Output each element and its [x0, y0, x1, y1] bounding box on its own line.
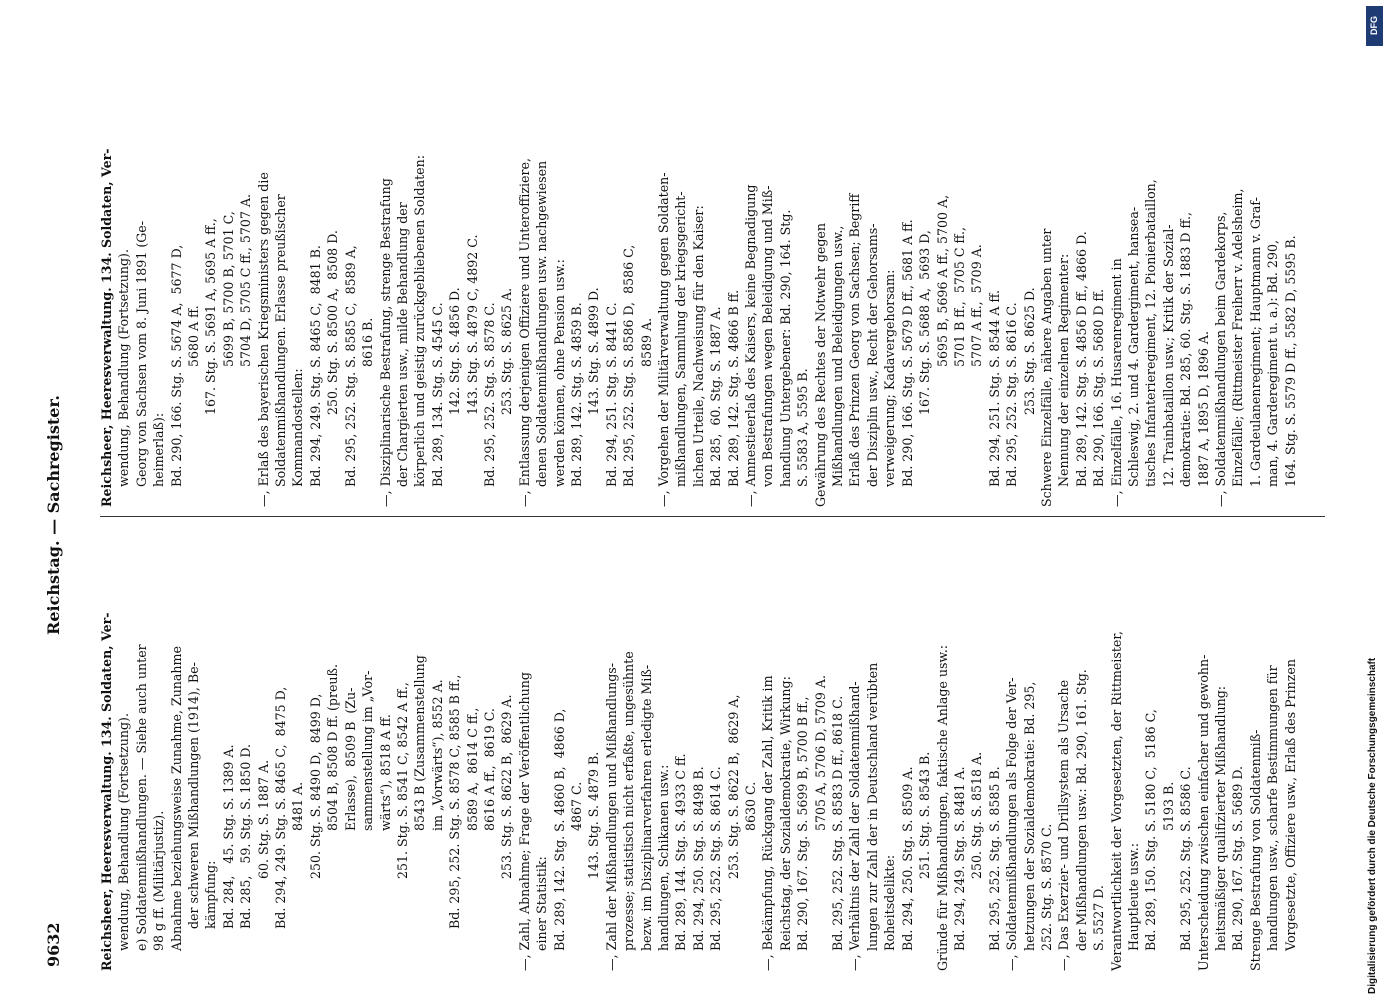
index-line: 8589 A, 8614 C ff.,	[464, 707, 480, 831]
index-line: Bd. 285, 60. Stg. S. 1887 A.	[708, 306, 724, 487]
index-line: Bd. 290, 166. Stg. S. 5679 D ff., 5681 A ff.	[899, 219, 915, 487]
index-line: Bd. 284, 45. Stg. S. 1389 A.	[220, 744, 236, 929]
index-line: wendung, Behandlung (Fortsetzung).	[116, 713, 132, 951]
index-line: sammenstellung im „Vor-	[360, 670, 376, 831]
index-line: —, Verhältnis der Zahl der Soldatenmißhand-	[847, 681, 863, 971]
index-line: 252. Stg. S. 8570 C.	[1038, 823, 1054, 951]
index-line: wendung, Behandlung (Fortsetzung).	[116, 249, 132, 487]
index-line: 143. Stg. S. 4879 C, 4892 C.	[464, 234, 480, 415]
index-line: der Disziplin usw., Recht der Gehorsams-	[864, 223, 880, 487]
index-line: 1887 A, 1895 D, 1896 A.	[1195, 330, 1211, 487]
index-line: 167. Stg. S. 5688 A, 5693 D,	[917, 230, 933, 415]
index-line: Gewährung des Rechtes der Notwehr gegen	[812, 223, 828, 507]
right-column	[98, 59, 1299, 507]
index-line: heimerlaß):	[151, 412, 167, 487]
index-line: 8504 B, 8508 D ff. (preuß.	[325, 664, 341, 831]
index-line: Bd. 289, 142. Stg. S. 4866 B ff.	[725, 289, 741, 487]
index-line: kämpfung:	[203, 860, 219, 929]
index-line: Vorgesetzte, Offiziere usw., Erlaß des Prinzen	[1282, 659, 1298, 951]
index-line: 98 g ff. (Militärjustiz).	[151, 810, 167, 951]
index-line: körperlich und geistig zurückgebliebenen Soldaten:	[412, 155, 428, 487]
index-line: Reichsheer, Heeresverwaltung. 134. Soldaten, Ver-	[99, 148, 114, 507]
index-line: Strenge Bestrafung von Soldatenmiß-	[1247, 729, 1263, 971]
index-line: 8589 A.	[638, 317, 654, 367]
index-line: Bd. 294, 249. Stg. S. 8465 C, 8481 B.	[307, 245, 323, 487]
index-line: 250. Stg. S. 8490 D, 8499 D,	[307, 693, 323, 879]
index-line: Roheitsdelikte:	[882, 854, 898, 951]
index-line: einer Statistik:	[534, 856, 550, 951]
index-line: 8543 B (Zusammenstellung	[412, 655, 428, 831]
index-line: Kommandostellen:	[290, 368, 306, 487]
index-line: prozesse; statistisch nicht erfaßte, ungesühnte	[621, 651, 637, 951]
index-line: Erlasse), 8509 B (Zu-	[342, 687, 358, 831]
page-header	[40, 55, 74, 975]
index-line: Bd. 290, 167. Stg. S. 5699 B, 5700 B ff.,	[795, 696, 811, 951]
digitization-note: Digitalisierung gefördert durch die Deutsche Forschungsgemeinschaft	[1367, 657, 1378, 994]
index-line: Bd. 295, 252. Stg. S. 8586 D, 8586 C,	[621, 244, 637, 487]
index-line: 8616 B.	[360, 317, 376, 367]
index-line: lichen Urteile, Nachweisung für den Kaiser:	[690, 205, 706, 487]
index-line: 5699 B, 5700 B, 5701 C,	[220, 211, 236, 367]
index-line: 5680 A ff.	[186, 305, 202, 367]
index-line: Nennung der einzelnen Regimenter:	[1056, 253, 1072, 487]
index-line: Bd. 295, 252. Stg. S. 8578 C, 8585 B ff.,	[447, 674, 463, 929]
index-line: Bd. 295, 252. Stg. S. 8586 C.	[1178, 766, 1194, 951]
running-head: Reichstag. — Sachregister.	[44, 395, 63, 635]
index-line: 164. Stg. S. 5579 D ff., 5582 D, 5595 B.	[1282, 235, 1298, 487]
index-line: Bd. 294, 251. Stg. S. 8441 C.	[603, 302, 619, 487]
index-line: 5701 B ff., 5705 C ff.,	[951, 226, 967, 367]
index-line: Bd. 294, 249. Stg. S. 8481 A.	[951, 766, 967, 951]
index-line: 4867 C.	[568, 781, 584, 831]
index-line: 5705 A, 5706 D, 5709 A.	[812, 674, 828, 831]
left-column	[98, 523, 1299, 971]
index-line: hetzungen der Sozialdemokratie: Bd. 295,	[1021, 681, 1037, 951]
index-line: —, Bekämpfung, Rückgang der Zahl, Kritik im	[760, 675, 776, 971]
index-line: —, Erlaß des bayerischen Kriegsministers gegen die	[255, 172, 271, 507]
index-line: Abnahme beziehungsweise Zunahme, Zunahme	[168, 646, 184, 951]
index-line: wärts“), 8518 A ff.	[377, 714, 393, 831]
index-line: man, 4. Garderegiment u. a.): Bd. 290,	[1265, 240, 1281, 487]
rotated-page	[40, 55, 1340, 975]
index-line: —, Entlassung derjenigen Offiziere und Unteroffiziere,	[516, 158, 532, 507]
index-line: 8630 C.	[743, 781, 759, 831]
page-number: 9632	[44, 922, 63, 967]
index-line: lungen zur Zahl der in Deutschland verübten	[864, 662, 880, 951]
index-line: 253. Stg. S. 8622 B, 8629 A,	[725, 694, 741, 879]
index-line: 253. Stg. S. 8622 B, 8629 A.	[499, 694, 515, 879]
index-line: —, Soldatenmißhandlungen als Folge der Ver-	[1004, 677, 1020, 971]
index-line: Unterscheidung zwischen einfacher und gewohn-	[1195, 654, 1211, 971]
index-line: Erlaß des Prinzen Georg von Sachsen; Begriff	[847, 193, 863, 487]
index-line: bezw. im Disziplinarverfahren erledigte Miß-	[638, 664, 654, 951]
index-line: 143. Stg. S. 4899 D.	[586, 287, 602, 415]
index-line: Bd. 289, 142. Stg. S. 4859 B.	[568, 302, 584, 487]
index-line: —, Zahl, Abnahme; Frage der Veröffentlichung	[516, 672, 532, 971]
column-divider	[100, 516, 1325, 517]
index-line: demokratie: Bd. 285, 60. Stg. S. 1883 D ff.,	[1178, 212, 1194, 487]
index-line: 253. Stg. S. 8625 D.	[1021, 287, 1037, 415]
index-line: Bd. 289, 144. Stg. S. 4933 C ff.	[673, 753, 689, 951]
index-line: 167. Stg. S. 5691 A, 5695 A ff.,	[203, 218, 219, 415]
index-line: 142. Stg. S. 4856 D.	[447, 287, 463, 415]
index-line: Bd. 290, 167. Stg. S. 5689 D.	[1230, 765, 1246, 951]
index-line: 5704 D, 5705 C ff., 5707 A.	[238, 193, 254, 367]
index-line: 250. Stg. S. 8518 A.	[969, 751, 985, 879]
index-line: Bd. 290, 166. Stg. S. 5680 D ff.	[1091, 288, 1107, 487]
index-line: Schwere Einzelfälle, nähere Angaben unter	[1038, 228, 1054, 507]
index-line: —, Einzelfälle, 16. Husarenregiment in	[1108, 258, 1124, 507]
index-line: handlungen, Schikanen usw.:	[656, 764, 671, 951]
index-line: Bd. 295, 252. Stg. S. 8614 C.	[708, 766, 724, 951]
index-line: im „Vorwärts“), 8552 A.	[429, 679, 445, 831]
index-line: Verantwortlichkeit der Vorgesetzten, der Rittmeister,	[1108, 631, 1124, 971]
index-line: Einzelfälle; (Rittmeister Freiherr v. Adelsheim,	[1230, 188, 1246, 487]
index-line: Bd. 289, 134. Stg. S. 4545 C.	[429, 302, 445, 487]
index-line: 250. Stg. S. 8500 A, 8508 D.	[325, 230, 341, 415]
dfg-logo: DFG	[1366, 6, 1383, 46]
index-line: von Bestrafungen wegen Beleidigung und Miß-	[760, 185, 776, 487]
index-line: Bd. 289, 142. Stg. S. 4860 B, 4866 D,	[551, 708, 567, 951]
index-line: der Chargierten usw., milde Behandlung der	[394, 202, 410, 487]
index-line: mißhandlungen, Sammlung der kriegsgericht-	[673, 191, 689, 487]
index-line: Bd. 289, 142. Stg. S. 4856 D ff., 4866 D.	[1073, 231, 1089, 487]
index-line: Bd. 294, 249. Stg. S. 8465 C, 8475 D,	[273, 686, 289, 929]
index-line: S. 5583 A, 5595 B.	[795, 368, 811, 487]
index-line: —, Amnestieerlaß des Kaisers, keine Begnadigung	[743, 184, 759, 507]
index-line: 5707 A ff., 5709 A.	[969, 244, 985, 367]
index-line: Bd. 295, 252. Stg. S. 8616 C.	[1004, 302, 1020, 487]
index-line: Bd. 294, 251. Stg. S. 8544 A ff.	[986, 289, 1002, 487]
index-line: 8481 A.	[290, 781, 306, 831]
index-line: tisches Infanterieregiment, 12. Pionierbataillon,	[1143, 179, 1159, 487]
index-line: 1. Gardeulanenregiment; Hauptmann v. Graf-	[1247, 197, 1263, 487]
index-line: 12. Trainbataillon usw.; Kritik der Sozial-	[1160, 224, 1176, 487]
index-line: —, Das Exerzier- und Drillsystem als Ursache	[1056, 679, 1072, 971]
index-line: der schweren Mißhandlungen (1914), Be-	[186, 662, 202, 929]
index-line: —, Zahl der Mißhandlungen und Mißhandlungs-	[603, 663, 619, 971]
index-line: Bd. 294, 250. Stg. S. 8509 A.	[899, 766, 915, 951]
index-line: Georg von Sachsen vom 8. Juni 1891 (Ge-	[133, 220, 149, 487]
index-line: Mißhandlungen und Beleidigungen usw.,	[830, 225, 846, 487]
index-line: 8616 A ff., 8619 C.	[481, 708, 497, 831]
index-line: Bd. 295, 252. Stg. S. 8585 C, 8589 A,	[342, 245, 358, 487]
index-line: der Mißhandlungen usw.: Bd. 290, 161. Stg.	[1073, 669, 1089, 951]
index-line: Bd. 295, 252. Stg. S. 8578 C.	[481, 302, 497, 487]
index-line: Schleswig, 2. und 4. Gardergiment, hansea-	[1125, 206, 1141, 487]
index-line: 5193 B.	[1160, 781, 1176, 831]
index-line: Bd. 290, 166. Stg. S. 5674 A, 5677 D,	[168, 244, 184, 487]
index-line: 251. Stg. S. 8541 C, 8542 A ff.,	[394, 682, 410, 879]
index-line: 60. Stg. S. 1887 A.	[255, 759, 271, 879]
index-line: 253. Stg. S. 8625 A.	[499, 287, 515, 415]
index-line: Bd. 289, 150. Stg. S. 5180 C, 5186 C,	[1143, 709, 1159, 951]
index-line: 251. Stg. S. 8543 B.	[917, 751, 933, 879]
index-line: werden können, ohne Pension usw.:	[551, 259, 567, 487]
index-line: handlungen usw., scharfe Bestimmungen für	[1265, 665, 1281, 951]
index-line: Bd. 295, 252. Stg. S. 8585 B.	[986, 766, 1002, 951]
index-line: 143. Stg. S. 4879 B.	[586, 751, 602, 879]
index-line: verweigerung; Kadavergehorsam:	[882, 269, 898, 487]
index-line: —, Disziplinarische Bestrafung, strenge Bestrafung	[377, 178, 393, 507]
index-line: Bd. 294, 250. Stg. S. 8498 B.	[690, 766, 706, 951]
index-line: denen Soldatenmißhandlungen usw. nachgewiesen	[534, 160, 550, 487]
index-line: Bd. 285, 59. Stg. S. 1850 D.	[238, 743, 254, 929]
index-line: S. 5527 D.	[1091, 885, 1107, 951]
index-line: —, Soldatenmißhandlungen beim Gardekorps,	[1213, 211, 1228, 507]
index-line: 5695 B, 5696 A ff., 5700 A,	[934, 194, 950, 367]
index-line: e) Soldatenmißhandlungen. — Siehe auch unter	[133, 644, 149, 951]
index-line: Bd. 295, 252. Stg. S. 8583 D ff., 8618 C.	[830, 695, 846, 951]
index-line: handlung Untergebener: Bd. 290, 164. Stg.	[777, 209, 793, 487]
index-line: Soldatenmißhandlungen. Erlasse preußischer	[273, 194, 289, 487]
index-line: Reichsheer, Heeresverwaltung. 134. Soldaten, Ver-	[99, 612, 114, 971]
index-line: Gründe für Mißhandlungen, faktische Anlage usw.:	[934, 645, 950, 971]
index-line: heitsmäßiger qualifizierter Mißhandlung:	[1213, 685, 1228, 951]
index-line: Reichstag, der Sozialdemokratie, Wirkung:	[777, 676, 793, 951]
index-line: —, Vorgehen der Militärverwaltung gegen Soldaten-	[656, 172, 671, 507]
index-line: Hauptleute usw.:	[1125, 843, 1141, 951]
